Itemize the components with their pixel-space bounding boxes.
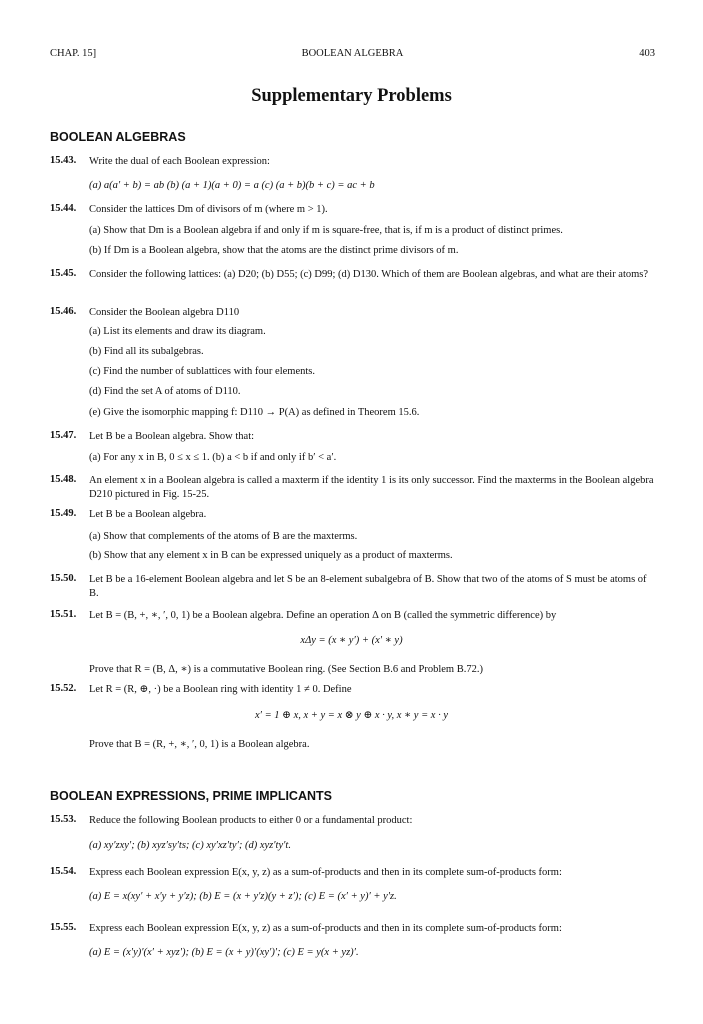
running-title: BOOLEAN ALGEBRA	[301, 48, 404, 59]
problem-statement: Consider the following lattices: (a) D20; (b) D55; (c) D99; (d) D130. Which of them are Boolean algebras, and what are their atoms?	[89, 269, 649, 280]
running-header	[50, 48, 655, 62]
problem-part-b: (b) Show that any element x in B can be expressed uniquely as a product of maxterms.	[89, 550, 453, 561]
problem-number: 15.46.	[50, 306, 77, 317]
problem-part-e: (e) Give the isomorphic mapping f: D110 → P(A) as defined in Theorem 15.6.	[89, 407, 420, 418]
problem-parts: (a) xy′zxy′; (b) xyz′sy′ts; (c) xy′xz′ty′; (d) xyz′ty′t.	[89, 840, 291, 851]
problem-number: 15.50.	[50, 573, 77, 584]
problem-statement: An element x in a Boolean algebra is called a maxterm if the identity 1 is its only successor. Find the maxterms in the Boolean algebra D210 pictured in Fig. 15-25.	[89, 475, 654, 500]
page-number: 403	[639, 48, 655, 59]
problem-statement: Reduce the following Boolean products to either 0 or a fundamental product:	[89, 815, 413, 826]
problem-part-b: (b) Find all its subalgebras.	[89, 346, 204, 357]
problem-statement: Let B be a Boolean algebra.	[89, 509, 207, 520]
problem-statement: Let B = (B, +, ∗, ′, 0, 1) be a Boolean algebra. Define an operation Δ on B (called the symmetric difference) by	[89, 610, 557, 621]
problem-number: 15.47.	[50, 430, 77, 441]
problem-number: 15.52.	[50, 683, 77, 694]
problem-statement: Let R = (R, ⊕, ·) be a Boolean ring with identity 1 ≠ 0. Define	[89, 684, 352, 695]
problem-number: 15.48.	[50, 474, 77, 485]
problem-statement: Express each Boolean expression E(x, y, z) as a sum-of-products and then in its complete sum-of-products form:	[89, 867, 562, 878]
problem-number: 15.55.	[50, 922, 77, 933]
problem-part-c: (c) Find the number of sublattices with four elements.	[89, 366, 315, 377]
problem-parts: (a) a(a′ + b) = ab (b) (a + 1)(a + 0) = a (c) (a + b)(b + c) = ac + b	[89, 180, 375, 191]
problem-part-b: (b) If Dm is a Boolean algebra, show that the atoms are the distinct prime divisors of m.	[89, 245, 459, 256]
problem-number: 15.43.	[50, 155, 77, 166]
problem-part-d: (d) Find the set A of atoms of D110.	[89, 386, 241, 397]
section-heading-boolean-algebras: BOOLEAN ALGEBRAS	[50, 130, 186, 144]
problem-statement: Let B be a 16-element Boolean algebra and let S be an 8-element subalgebra of B. Show that two of the atoms of S must be atoms of B.	[89, 574, 647, 599]
problem-number: 15.49.	[50, 508, 77, 519]
page-title: Supplementary Problems	[251, 86, 452, 106]
problem-number: 15.51.	[50, 609, 77, 620]
problem-statement: Consider the lattices Dm of divisors of m (where m > 1).	[89, 204, 328, 215]
problem-part-a: (a) Show that Dm is a Boolean algebra if and only if m is square-free, that is, if m is a product of distinct primes.	[89, 225, 563, 236]
problem-parts: (a) E = (x′y)′(x′ + xyz′); (b) E = (x + y)′(xy′)′; (c) E = y(x + yz)′.	[89, 947, 359, 958]
problem-statement: Express each Boolean expression E(x, y, z) as a sum-of-products and then in its complete sum-of-products form:	[89, 923, 562, 934]
problem-number: 15.54.	[50, 866, 77, 877]
problem-part-a: (a) List its elements and draw its diagram.	[89, 326, 266, 337]
section-heading-boolean-expressions: BOOLEAN EXPRESSIONS, PRIME IMPLICANTS	[50, 789, 332, 803]
chapter-label: CHAP. 15]	[50, 48, 97, 59]
problem-parts: (a) For any x in B, 0 ≤ x ≤ 1. (b) a < b if and only if b′ < a′.	[89, 452, 337, 463]
problem-followup: Prove that B = (R, +, ∗, ′, 0, 1) is a Boolean algebra.	[89, 739, 310, 750]
problem-number: 15.45.	[50, 268, 77, 279]
problem-statement: Consider the Boolean algebra D110	[89, 307, 240, 318]
problem-statement: Let B be a Boolean algebra. Show that:	[89, 431, 255, 442]
problem-parts: (a) E = x(xy′ + x′y + y′z); (b) E = (x + y′z)(y + z′); (c) E = (x′ + y)′ + y′z.	[89, 891, 397, 902]
problem-followup: Prove that R = (B, Δ, ∗) is a commutative Boolean ring. (See Section B.6 and Problem B.72.)	[89, 664, 483, 675]
formula-definitions: x′ = 1 ⊕ x, x + y = x ⊗ y ⊕ x · y, x ∗ y = x · y	[254, 710, 448, 721]
formula-symmetric-difference: xΔy = (x ∗ y′) + (x′ ∗ y)	[300, 635, 403, 646]
problem-part-a: (a) Show that complements of the atoms of B are the maxterms.	[89, 531, 358, 542]
problem-number: 15.44.	[50, 203, 77, 214]
problem-statement: Write the dual of each Boolean expression:	[89, 156, 270, 167]
problem-number: 15.53.	[50, 814, 77, 825]
